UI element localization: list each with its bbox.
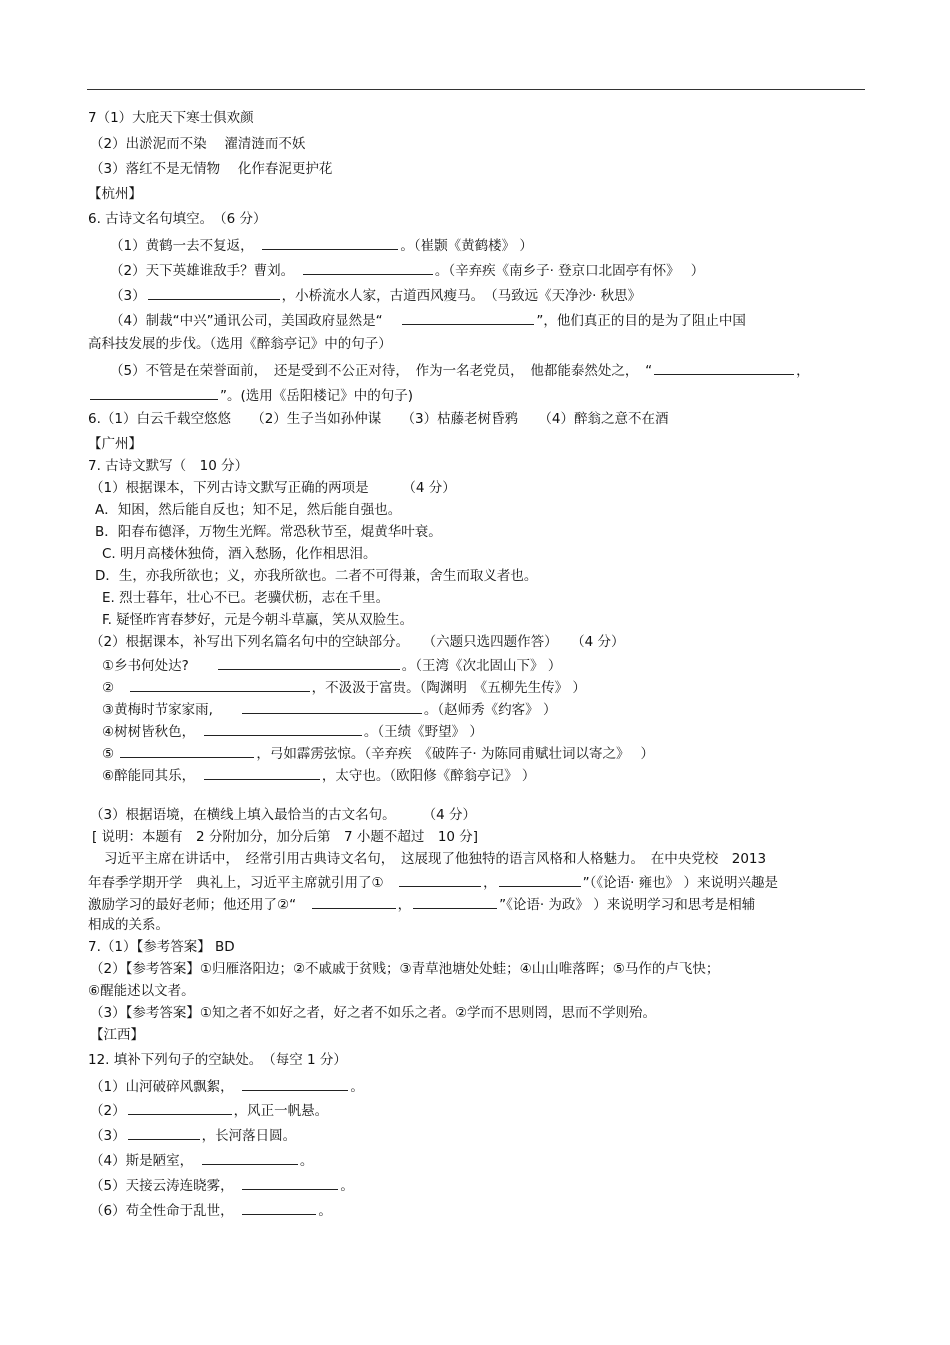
text-line [90, 479, 456, 497]
fill-in-blank [654, 360, 794, 375]
fill-in-blank [413, 894, 497, 909]
text-line [88, 457, 248, 475]
fill-in-blank [242, 1175, 338, 1190]
line-text: （3）根据语境，在横线上填入最恰当的古文名句。 （4 分） [90, 807, 476, 823]
text-line [110, 285, 641, 305]
line-text: 6. 古诗文名句填空。 （6 分） [88, 211, 267, 227]
text-line [88, 1051, 347, 1069]
header-rule [87, 89, 865, 90]
fill-in-blank [262, 235, 398, 250]
line-text: 6.（1）白云千载空悠悠 （2）生子当如孙仲谋 （3）枯藤老树昏鸦 （4）醉翁之意不在酒 [88, 411, 669, 427]
line-text: 。 [318, 1203, 332, 1219]
text-line [104, 850, 766, 868]
fill-in-blank [128, 1125, 200, 1140]
fill-in-blank [218, 655, 400, 670]
text-line [110, 360, 810, 380]
text-line [90, 1125, 296, 1145]
line-text: （2）根据课本，补写出下列名篇名句中的空缺部分。 （六题只选四题作答） （4 分） [90, 634, 625, 650]
fill-in-blank [90, 385, 218, 400]
line-text: 。 [350, 1079, 364, 1095]
text-line [88, 872, 778, 892]
line-text: （2） [90, 1103, 126, 1119]
text-line [90, 1004, 656, 1022]
text-line [102, 765, 535, 785]
line-text: ， [796, 363, 810, 379]
line-text: （2）【参考答案】①归雁洛阳边；②不戚戚于贫贱；③青草池塘处处蛙；④山山唯落晖；⑤马作的卢飞快； [90, 961, 720, 977]
fill-in-blank [312, 894, 396, 909]
fill-in-blank [128, 1100, 232, 1115]
line-text: ，长河落日圆。 [201, 1128, 297, 1144]
line-text: （1）黄鹤一去不复返， [110, 238, 261, 254]
text-line [92, 828, 478, 846]
line-text: （4）制裁“中兴”通讯公司，美国政府显然是“ [110, 313, 401, 329]
text-line [90, 135, 305, 153]
fill-in-blank [130, 677, 310, 692]
text-line [90, 960, 719, 978]
line-text: 。（王湾《次北固山下》 ） [401, 658, 562, 674]
fill-in-blank [148, 285, 280, 300]
fill-in-blank [242, 699, 422, 714]
line-text: ，弓如霹雳弦惊。（辛弃疾 《破阵子· 为陈同甫赋壮词以寄之》 ） [256, 746, 655, 762]
fill-in-blank [204, 721, 362, 736]
text-line [90, 1200, 332, 1220]
line-text: 。 [299, 1153, 314, 1169]
line-text: 。（赵师秀《约客》 ） [423, 702, 557, 718]
line-text: 年春季学期开学 典礼上，习近平主席就引用了① [88, 875, 398, 891]
fill-in-blank [242, 1200, 316, 1215]
text-line [90, 1076, 364, 1096]
text-line [102, 655, 561, 675]
line-text: 习近平主席在讲话中， 经常引用古典诗文名句， 这展现了他独特的语言风格和人格魅力。 在中央党校 2013 [104, 851, 767, 867]
text-line [102, 743, 654, 763]
text-line [90, 1026, 144, 1044]
line-text: （1）根据课本，下列古诗文默写正确的两项是 （4 分） [90, 480, 456, 496]
line-text: ⑥醒能述以文者。 [88, 983, 195, 999]
line-text: ，太守也。（欧阳修《醉翁亭记》 ） [321, 768, 536, 784]
text-line [90, 160, 332, 178]
line-text: （3）落红不是无情物 化作春泥更护花 [90, 161, 333, 177]
line-text: 高科技发展的步伐。（选用《醉翁亭记》中的句子） [88, 336, 392, 352]
line-text: ， [483, 875, 497, 891]
text-line [88, 982, 195, 1000]
line-text: 7（1）大庇天下寒士俱欢颜 [88, 110, 254, 126]
text-line [95, 523, 442, 541]
fill-in-blank [120, 743, 254, 758]
line-text: 。（辛弃疾《南乡子· 登京口北固亭有怀》 ） [434, 263, 705, 279]
line-text: C. 明月高楼休独倚，酒入愁肠，化作相思泪。 [102, 546, 377, 562]
text-line [88, 435, 142, 453]
line-text: （6）苟全性命于乱世， [90, 1203, 241, 1219]
line-text: 。 [340, 1178, 354, 1194]
line-text: ， [397, 897, 412, 913]
line-text: （3） [90, 1128, 126, 1144]
line-text: （1）山河破碎风飘絮， [90, 1079, 241, 1095]
line-text: ”（《论语· 雍也》 ）来说明兴趣是 [582, 875, 778, 891]
text-line [95, 501, 401, 519]
line-text: ”，他们真正的目的是为了阻止中国 [536, 313, 746, 329]
line-text: ② [102, 680, 128, 696]
line-text: ①乡书何处达? [102, 658, 216, 674]
line-text: 。（崔颢《黄鹤楼》 ） [400, 238, 533, 254]
text-line [88, 210, 267, 228]
text-line [102, 699, 556, 719]
line-text: ⑤ [102, 746, 119, 762]
text-line [102, 589, 389, 607]
line-text: 【广州】 [88, 436, 142, 452]
fill-in-blank [242, 1076, 348, 1091]
line-text: 7. 古诗文默写（ 10 分） [88, 458, 249, 474]
line-text: 。（王绩《野望》 ） [363, 724, 483, 740]
text-line [102, 611, 413, 629]
line-text: ，风正一帆悬。 [233, 1103, 329, 1119]
text-line [88, 335, 392, 353]
line-text: 激励学习的最好老师；他还用了②“ [88, 897, 310, 913]
line-text: ③黄梅时节家家雨, [102, 702, 240, 718]
fill-in-blank [499, 872, 581, 887]
line-text: 相成的关系。 [88, 917, 169, 933]
line-text: 【江西】 [90, 1027, 144, 1043]
line-text: A．知困，然后能自反也；知不足，然后能自强也。 [95, 502, 402, 518]
line-text: （5）不管是在荣誉面前， 还是受到不公正对待， 作为一名老党员， 他都能泰然处之， “ [110, 363, 653, 379]
line-text: （4）斯是陋室， [90, 1153, 200, 1169]
line-text: E. 烈士暮年，壮心不已。老骥伏枥，志在千里。 [102, 590, 390, 606]
line-text: [ 说明：本题有 2 分附加分，加分后第 7 小题不超过 10 分] [92, 829, 479, 845]
text-line [88, 410, 669, 428]
line-text: ”。(选用《岳阳楼记》中的句子) [220, 388, 414, 404]
line-text: ”《论语· 为政》 ）来说明学习和思考是相辅 [499, 897, 756, 913]
text-line [90, 633, 624, 651]
fill-in-blank [399, 872, 481, 887]
line-text: （2）天下英雄谁敌手？曹刘。 [110, 263, 301, 279]
text-line [95, 567, 537, 585]
fill-in-blank [303, 260, 433, 275]
text-line [88, 185, 142, 203]
text-line [90, 806, 476, 824]
fill-in-blank [204, 765, 320, 780]
line-text: （2）出淤泥而不染 濯清涟而不妖 [90, 136, 306, 152]
text-line [110, 260, 704, 280]
line-text: ，小桥流水人家，古道西风瘦马。 （马致远《天净沙· 秋思》 [281, 288, 642, 304]
line-text: D．生，亦我所欲也；义，亦我所欲也。二者不可得兼，舍生而取义者也。 [95, 568, 538, 584]
text-line [110, 235, 533, 255]
line-text: （5）天接云涛连晓雾， [90, 1178, 241, 1194]
text-line [90, 1175, 354, 1195]
text-line [90, 1150, 313, 1170]
text-line [88, 938, 235, 956]
fill-in-blank [202, 1150, 298, 1165]
text-line [90, 1100, 328, 1120]
line-text: ④树树皆秋色， [102, 724, 202, 740]
line-text: 12. 填补下列句子的空缺处。 （每空 1 分） [88, 1052, 347, 1068]
text-line [88, 385, 413, 405]
text-line [88, 894, 755, 914]
text-line [110, 310, 746, 330]
text-line [88, 916, 169, 934]
line-text: 【杭州】 [88, 186, 142, 202]
text-line [102, 545, 377, 563]
line-text: 7.（1）【参考答案】 BD [88, 939, 235, 955]
line-text: B．阳春布德泽，万物生光辉。常恐秋节至，焜黄华叶衰。 [95, 524, 442, 540]
line-text: ，不汲汲于富贵。（陶渊明 《五柳先生传》 ） [311, 680, 586, 696]
text-line [88, 109, 254, 127]
line-text: （3） [110, 288, 146, 304]
text-line [102, 677, 586, 697]
line-text: F. 疑怪昨宵春梦好，元是今朝斗草赢，笑从双脸生。 [102, 612, 414, 628]
fill-in-blank [402, 310, 534, 325]
line-text: （3）【参考答案】①知之者不如好之者，好之者不如乐之者。②学而不思则罔，思而不学则殆。 [90, 1005, 657, 1021]
text-line [102, 721, 483, 741]
line-text: ⑥醉能同其乐， [102, 768, 202, 784]
